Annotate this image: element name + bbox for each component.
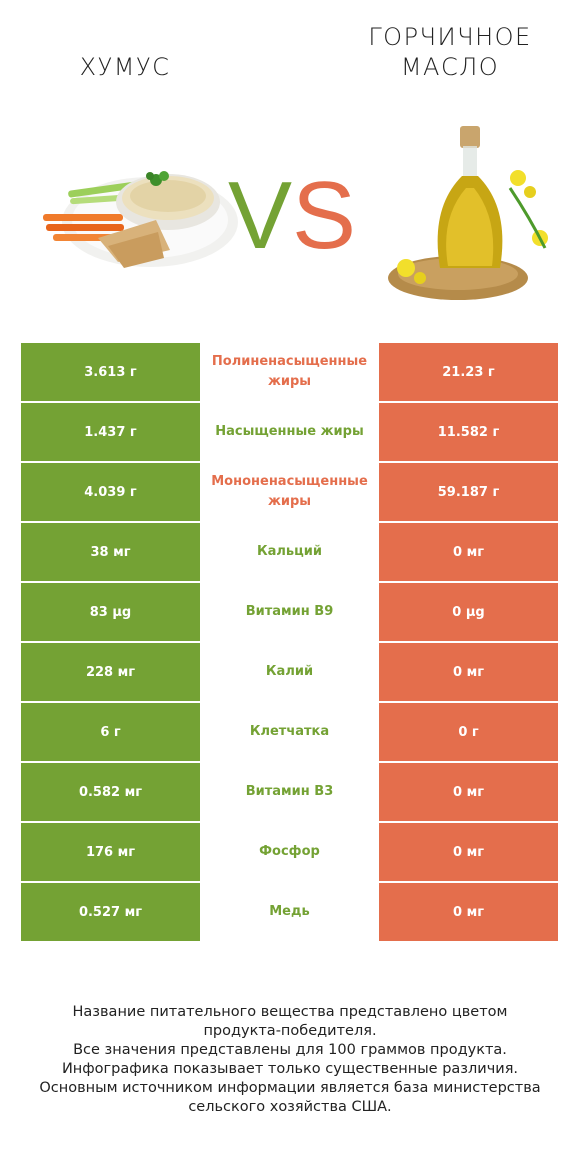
mustard-oil-value: 0 мг (379, 522, 558, 582)
nutrient-row (21, 822, 558, 882)
nutrient-name: Кальций (257, 544, 322, 559)
nutrient-comparison-table (21, 343, 558, 943)
hummus-value: 176 мг (21, 822, 200, 882)
footer-notes (20, 1003, 560, 1117)
hummus-value: 1.437 г (21, 402, 200, 462)
mustard-oil-value: 21.23 г (379, 343, 558, 402)
nutrient-name: Витамин B9 (245, 604, 334, 619)
vs-label (226, 168, 356, 258)
vs-letter-v: V (228, 168, 293, 258)
footer-line: Инфографика показывает только существенные различия. (61, 1061, 519, 1077)
nutrient-name-cell (200, 882, 379, 942)
hummus-value: 3.613 г (21, 343, 200, 402)
mustard-oil-value: 0 г (379, 702, 558, 762)
nutrient-row (21, 582, 558, 642)
mustard-oil-value: 0 мг (379, 882, 558, 942)
footer-line: сельского хозяйства США. (188, 1099, 392, 1115)
footer-line: Название питательного вещества представлено цветом (72, 1004, 508, 1020)
nutrient-row (21, 642, 558, 702)
nutrient-name: Мононенасыщенные жиры (211, 474, 368, 509)
hummus-plate-image (38, 150, 238, 280)
nutrient-row (21, 762, 558, 822)
nutrient-name-cell (200, 822, 379, 882)
footer-line: продукта-победителя. (203, 1023, 377, 1039)
hummus-value: 38 мг (21, 522, 200, 582)
nutrient-name: Клетчатка (249, 724, 330, 739)
nutrient-row (21, 882, 558, 942)
product-title-line-1: ГОРЧИЧНОЕ (368, 23, 532, 51)
nutrient-name-cell (200, 582, 379, 642)
nutrient-name: Насыщенные жиры (215, 424, 364, 439)
mustard-oil-value: 0 мг (379, 762, 558, 822)
hummus-value: 6 г (21, 702, 200, 762)
nutrient-row (21, 462, 558, 522)
nutrient-row (21, 522, 558, 582)
mustard-oil-value: 11.582 г (379, 402, 558, 462)
mustard-oil-value: 0 µg (379, 582, 558, 642)
nutrient-name-cell (200, 402, 379, 462)
footer-line: Все значения представлены для 100 граммов продукта. (73, 1042, 507, 1058)
nutrient-name: Медь (269, 904, 310, 919)
mustard-oil-value: 0 мг (379, 822, 558, 882)
nutrient-name-cell (200, 702, 379, 762)
hummus-value: 4.039 г (21, 462, 200, 522)
nutrient-name-cell (200, 762, 379, 822)
hummus-value: 0.527 мг (21, 882, 200, 942)
nutrient-name-cell (200, 462, 379, 522)
hummus-value: 0.582 мг (21, 762, 200, 822)
nutrient-row (21, 343, 558, 402)
mustard-oil-value: 59.187 г (379, 462, 558, 522)
product-title-line-2: МАСЛО (400, 53, 500, 81)
nutrient-name: Калий (265, 664, 314, 679)
mustard-oil-value: 0 мг (379, 642, 558, 702)
vs-letter-s: S (292, 168, 356, 258)
mustard-oil-bottle-image (380, 118, 560, 308)
glass-bottle (438, 126, 503, 268)
hummus-value: 83 µg (21, 582, 200, 642)
hummus-value: 228 мг (21, 642, 200, 702)
product-title-hummus: ХУМУС (79, 53, 171, 81)
nutrient-row (21, 702, 558, 762)
nutrient-name-cell (200, 522, 379, 582)
nutrient-name: Фосфор (259, 844, 320, 859)
nutrient-name-cell (200, 343, 379, 402)
nutrient-name: Полиненасыщенные жиры (211, 354, 368, 389)
nutrient-row (21, 402, 558, 462)
nutrient-name: Витамин B3 (245, 784, 334, 799)
footer-line: Основным источником информации является база министерства (39, 1080, 541, 1096)
nutrient-name-cell (200, 642, 379, 702)
product-title-mustard-oil (340, 22, 560, 82)
